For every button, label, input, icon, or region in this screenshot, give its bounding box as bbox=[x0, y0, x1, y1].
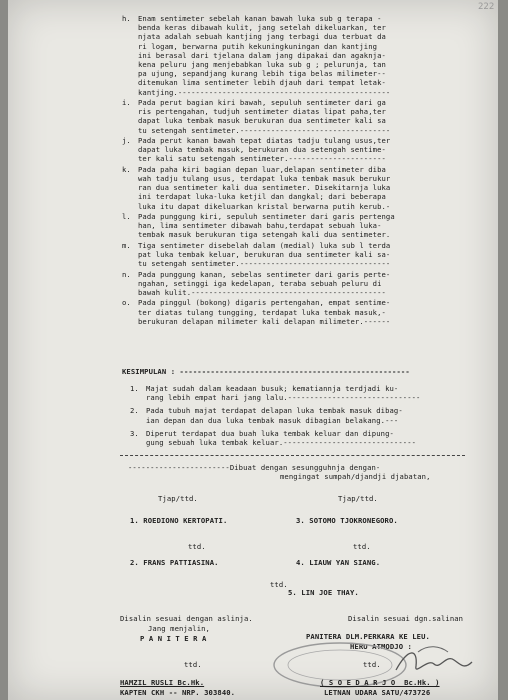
conclusion-heading: KESIMPULAN : ---------------------------------------------------- bbox=[122, 367, 410, 376]
signer-3: 3. SOTOMO TJOKRONEGORO. bbox=[296, 516, 398, 525]
finding-line: luka itu dapat dikeluarkan kristal berwarna putih kerub.- bbox=[138, 201, 391, 211]
conclusion-line: Pada tubuh majat terdapat delapan luka tembak masuk dibag- bbox=[146, 406, 403, 416]
signer-4: 4. LIAUW YAN SIANG. bbox=[296, 558, 381, 567]
finding-line: kena peluru jang menjebabkan luka sub g ; pelurunja, tan bbox=[138, 60, 386, 69]
footer-right-1: Disalin sesuai dgn.salinan bbox=[348, 614, 464, 623]
footer-right-3: HERU ATMODJO : bbox=[350, 642, 412, 651]
conclusion-line: ian depan dan dua luka tembak masuk dibagian belakang.--- bbox=[146, 415, 399, 425]
finding-line: tu setengah sentimeter.---------------------------------- bbox=[138, 259, 391, 269]
finding-line: wah tadju tulang usus, terdapat luka tembak masuk berukur bbox=[138, 174, 391, 183]
finding-line: pa ujung, sepandjang kurang lebih tiga belas milimeter-- bbox=[138, 69, 386, 79]
finding-line: Pada paha kiri bagian depan luar,delapan sentimeter diba bbox=[138, 164, 386, 174]
conclusion-line: Diperut terdapat dua buah luka tembak keluar dan dipung- bbox=[146, 428, 394, 438]
signature-ttd-3: ttd. bbox=[270, 580, 288, 589]
finding-line: pat luka tembak keluar, berukuran dua sentimeter kali sa- bbox=[138, 250, 391, 259]
conclusion-number: 3. bbox=[130, 428, 139, 438]
conclusion-line: rang lebih empat hari jang lalu.------------------------------ bbox=[146, 393, 421, 403]
finding-line: Tiga sentimeter disebelah dalam (medial) luka sub l terda bbox=[138, 240, 391, 250]
conclusion-number: 1. bbox=[130, 384, 139, 393]
finding-line: berukuran delapan milimeter kali delapan milimeter.------ bbox=[138, 316, 391, 326]
finding-line: Pada perut bagian kiri bawah, sepuluh sentimeter dari ga bbox=[138, 98, 386, 107]
signer-2: 2. FRANS PATTIASINA. bbox=[130, 558, 219, 567]
finding-line: benda keras dibawah kulit, jang setelah dikeluarkan, ter bbox=[138, 23, 386, 33]
finding-line: Pada perut kanan bawah tepat diatas tadju tulang usus,ter bbox=[138, 136, 391, 145]
finding-letter: o. bbox=[122, 298, 131, 308]
finding-letter: m. bbox=[122, 240, 131, 250]
footer-right-2: PANITERA DLM.PERKARA KE LEU. bbox=[306, 632, 430, 641]
footer-name-left: HAMZIL RUSLI Bc.Hk. bbox=[120, 678, 205, 687]
closing-line-1: -----------------------Dibuat dengan sesungguhnja dengan- bbox=[128, 463, 381, 472]
conclusion-line: gung sebuah luka tembak keluar.------------------------------ bbox=[146, 438, 417, 447]
finding-line: Pada pinggul (bokong) digaris pertengahan, empat sentime- bbox=[138, 298, 391, 308]
footer-rank-right: LETNAN UDARA SATU/473726 bbox=[324, 688, 431, 697]
signature-ttd-1: ttd. bbox=[188, 542, 206, 551]
finding-line: njata adalah sebuah kantjing jang terbagi dua terbuat da bbox=[138, 32, 386, 42]
footer-left-3: P A N I T E R A bbox=[140, 634, 207, 643]
finding-line: ran dua sentimeter kali dua sentimeter. Disekitarnja luka bbox=[138, 183, 391, 193]
finding-letter: j. bbox=[122, 136, 131, 145]
finding-letter: n. bbox=[122, 269, 131, 279]
signature-ttd-2: ttd. bbox=[353, 542, 371, 551]
closing-line-2: mengingat sumpah/djandji djabatan, bbox=[280, 472, 431, 481]
finding-line: ri logam, berwarna putih kekuningkuningan dan kantjing bbox=[138, 41, 378, 51]
handwritten-signature bbox=[388, 640, 478, 680]
footer-name-right: ( S O E D A R J O Bc.Hk. ) bbox=[320, 678, 440, 687]
finding-letter: i. bbox=[122, 98, 131, 107]
finding-letter: k. bbox=[122, 164, 131, 174]
finding-line: bawah kulit.-------------------------------------------- bbox=[138, 288, 386, 297]
finding-line: han, lima sentimeter dibawah bahu,terdapat sebuah luka- bbox=[138, 221, 382, 231]
finding-line: ris pertengahan, tudjuh sentimeter diatas lipat paha,ter bbox=[138, 107, 386, 117]
stamp-label-right: Tjap/ttd. bbox=[338, 494, 378, 503]
signer-5: 5. LIN JOE THAY. bbox=[288, 588, 359, 597]
page-number: 222 bbox=[478, 2, 495, 12]
finding-line: dapat luka tembak masuk, berukuran dua setengah sentime- bbox=[138, 145, 386, 155]
finding-line: kantjing.------------------------------------------------ bbox=[138, 87, 391, 97]
finding-line: dapat luka tembak masuk berukuran dua sentimeter kali sa bbox=[138, 116, 386, 126]
finding-line: ini terdapat luka-luka ketjil dan dangkal; dari beberapa bbox=[138, 192, 386, 202]
conclusion-line: Majat sudah dalam keadaan busuk; kematiannja terdjadi ku- bbox=[146, 384, 399, 393]
divider-line bbox=[120, 455, 465, 456]
footer-left-2: Jang menjalin, bbox=[148, 624, 210, 633]
finding-letter: l. bbox=[122, 212, 131, 221]
finding-line: tu setengah sentimeter.---------------------------------- bbox=[138, 125, 391, 135]
finding-line: Pada punggung kanan, sebelas sentimeter dari garis perte- bbox=[138, 269, 391, 279]
footer-ttd-left: ttd. bbox=[184, 660, 202, 669]
footer-ttd-right: ttd. bbox=[363, 660, 381, 669]
footer-left-1: Disalin sesuai dengan aslinja. bbox=[120, 614, 253, 623]
finding-line: tembak masuk berukuran tiga setengah kali dua sentimeter. bbox=[138, 230, 391, 240]
finding-line: Pada punggung kiri, sepuluh sentimeter dari garis pertenga bbox=[138, 212, 395, 221]
finding-line: ini berasal dari tjelana dalam jang dipakai dan agaknja- bbox=[138, 50, 386, 60]
document-page bbox=[8, 0, 498, 700]
footer-rank-left: KAPTEN CKH -- NRP. 303840. bbox=[120, 688, 236, 697]
conclusion-number: 2. bbox=[130, 406, 139, 416]
finding-letter: h. bbox=[122, 14, 131, 23]
finding-line: ter kali satu setengah sentimeter.---------------------- bbox=[138, 154, 386, 164]
finding-line: ngahan, setinggi iga kedelapan, teraba sebuah peluru di bbox=[138, 278, 382, 288]
finding-line: Enam sentimeter sebelah kanan bawah luka sub g terapa - bbox=[138, 14, 382, 23]
signer-1: 1. ROEDIONO KERTOPATI. bbox=[130, 516, 228, 525]
finding-line: ter diatas tulang tungging, terdapat luka tembak masuk,- bbox=[138, 307, 386, 317]
finding-line: ditemukan lima sentimeter lebih djauh dari tempat letak- bbox=[138, 78, 386, 88]
stamp-label-left: Tjap/ttd. bbox=[158, 494, 198, 503]
